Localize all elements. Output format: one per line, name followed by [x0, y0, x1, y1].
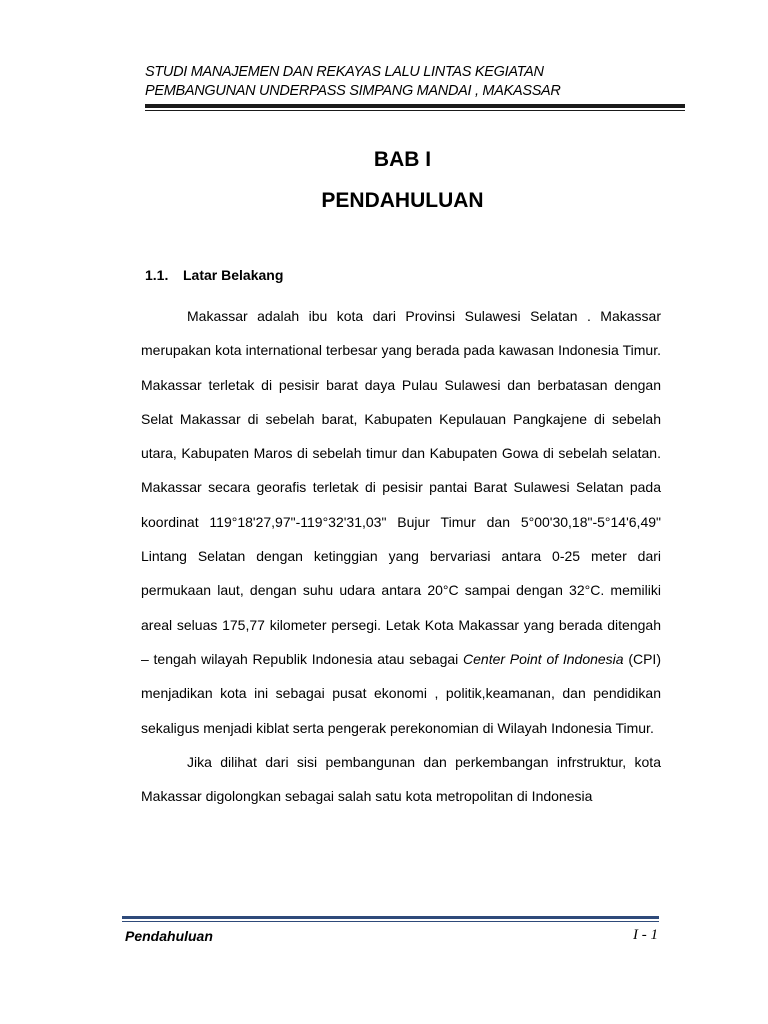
header-rule-thin	[145, 110, 685, 111]
paragraph-2: Jika dilihat dari sisi pembangunan dan perkembangan infrstruktur, kota Makassar digolongkan sebagai salah satu kota metropolitan di Indonesia	[141, 753, 661, 805]
paragraph-1-text-b: (CPI) menjadikan kota ini sebagai pusat ekonomi , politik,keamanan, dan pendidikan sekaligus menjadi kiblat serta pengerak perekonomian di Wilayah Indonesia Timur.	[141, 650, 661, 736]
paragraph-1	[141, 299, 661, 745]
header-line-2: PEMBANGUNAN UNDERPASS SIMPANG MANDAI , MAKASSAR	[145, 83, 561, 99]
header-rule-thick	[145, 104, 685, 108]
header-line-1: STUDI MANAJEMEN DAN REKAYAS LALU LINTAS KEGIATAN	[145, 64, 544, 80]
section-title: Latar Belakang	[183, 267, 284, 283]
section-number: 1.1.	[145, 267, 169, 283]
paragraph-1-text-a: Makassar adalah ibu kota dari Provinsi Sulawesi Selatan . Makassar merupakan kota international terbesar yang berada pada kawasan Indonesia Timur. Makassar terletak di pesisir barat daya Pulau Sulawesi dan berbatasan dengan Selat Makassar di sebelah barat, Kabupaten Kepulauan Pangkajene di sebelah utara, Kabupaten Maros di sebelah timur dan Kabupaten Gowa di sebelah selatan. Makassar secara georafis terletak di pesisir pantai Barat Sulawesi Selatan pada koordinat 119°18'27,97"-119°32'31,03" Bujur Timur dan 5°00'30,18"-5°14'6,49" Lintang Selatan dengan ketinggian yang bervariasi antara 0-25 meter dari permukaan laut, dengan suhu udara antara 20°C sampai dengan 32°C. memiliki areal seluas 175,77 kilometer persegi. Letak Kota Makassar yang berada ditengah – tengah wilayah Republik Indonesia atau sebagai	[141, 308, 661, 667]
footer-chapter-name: Pendahuluan	[125, 928, 213, 944]
chapter-title: PENDAHULUAN	[321, 189, 484, 212]
body-text	[141, 299, 661, 813]
chapter-number: BAB I	[373, 148, 432, 171]
running-header	[145, 63, 685, 101]
section-heading	[145, 266, 283, 284]
page-number: I - 1	[633, 927, 658, 943]
paragraph-1-emphasis: Center Point of Indonesia	[463, 650, 624, 667]
footer-rule-thick	[122, 916, 659, 919]
footer-rule-thin	[122, 921, 659, 922]
